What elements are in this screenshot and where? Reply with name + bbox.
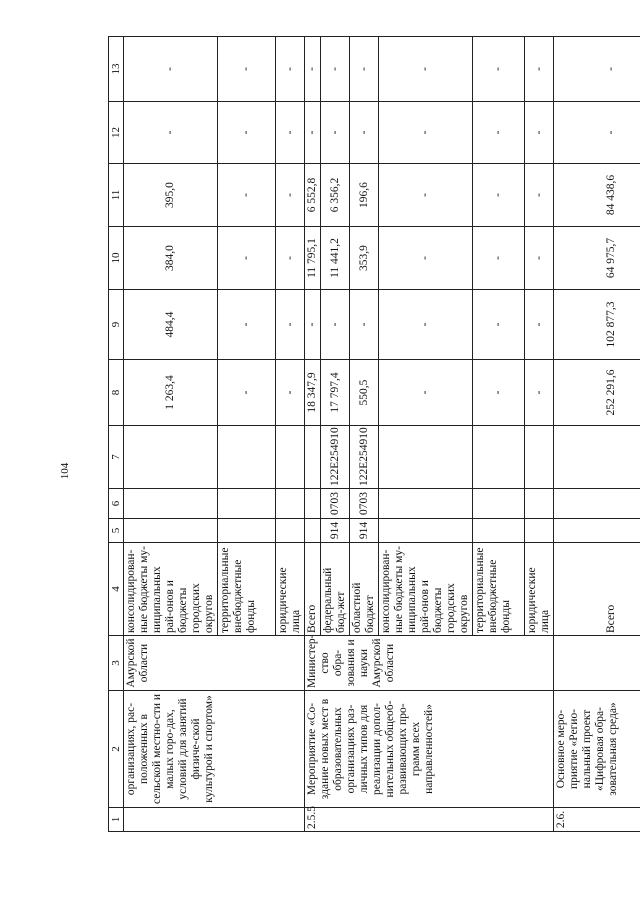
col-header: 7 <box>109 426 124 489</box>
row-id: 2.6. <box>554 808 640 832</box>
value-c7 <box>218 426 276 489</box>
value-c13: - <box>525 37 554 102</box>
value-c12: - <box>321 102 350 164</box>
value-c11: 196,6 <box>350 164 379 227</box>
activity-name: Мероприятие «Со-здание новых мест в образовательных организациях раз-личных типов для реализации допол-нительных общеоб-развивающих про-грамм всех направленностей» <box>305 691 554 808</box>
value-c5: 914 <box>350 519 379 543</box>
value-c11: 395,0 <box>124 164 218 227</box>
value-c8: 550,5 <box>350 360 379 426</box>
value-c13: - <box>218 37 276 102</box>
funding-source: федеральный бюд-жет <box>321 543 350 636</box>
value-c10: 384,0 <box>124 227 218 290</box>
value-c13: - <box>473 37 525 102</box>
value-c8: 252 291,6 <box>554 360 640 426</box>
value-c10: 353,9 <box>350 227 379 290</box>
col-header: 6 <box>109 489 124 519</box>
col-header: 10 <box>109 227 124 290</box>
budget-table <box>108 36 640 832</box>
value-c7 <box>305 426 321 489</box>
value-c7 <box>379 426 473 489</box>
value-c10: - <box>218 227 276 290</box>
responsible-executor: Министер-ство обра-зования и науки Амурской области <box>305 636 554 691</box>
value-c6 <box>554 489 640 519</box>
col-header: 3 <box>109 636 124 691</box>
col-header: 12 <box>109 102 124 164</box>
value-c11: - <box>276 164 305 227</box>
value-c9: - <box>350 290 379 360</box>
value-c7 <box>525 426 554 489</box>
value-c8: - <box>276 360 305 426</box>
funding-source: юридические лица <box>276 543 305 636</box>
value-c7 <box>124 426 218 489</box>
header-row <box>109 37 124 832</box>
value-c5 <box>218 519 276 543</box>
col-header: 5 <box>109 519 124 543</box>
value-c10: - <box>473 227 525 290</box>
value-c6: 0703 <box>321 489 350 519</box>
value-c10: - <box>525 227 554 290</box>
value-c6 <box>276 489 305 519</box>
value-c12: - <box>218 102 276 164</box>
value-c13: - <box>305 37 321 102</box>
value-c5: 914 <box>321 519 350 543</box>
value-c7 <box>276 426 305 489</box>
value-c13: - <box>321 37 350 102</box>
col-header: 4 <box>109 543 124 636</box>
value-c8: 1 263,4 <box>124 360 218 426</box>
value-c9: - <box>379 290 473 360</box>
funding-source: консолидирован-ные бюджеты му-ниципальных рай-онов и бюджеты городских округов <box>124 543 218 636</box>
row-id <box>124 808 305 832</box>
value-c12: - <box>525 102 554 164</box>
value-c8: - <box>525 360 554 426</box>
col-header: 1 <box>109 808 124 832</box>
value-c12: - <box>473 102 525 164</box>
value-c7: 122E254910 <box>350 426 379 489</box>
value-c6 <box>305 489 321 519</box>
funding-source: территориальные внебюджетные фонды <box>473 543 525 636</box>
value-c6: 0703 <box>350 489 379 519</box>
value-c5 <box>124 519 218 543</box>
value-c12: - <box>379 102 473 164</box>
value-c7 <box>473 426 525 489</box>
value-c12: - <box>124 102 218 164</box>
table-row <box>554 37 640 832</box>
value-c12: - <box>554 102 640 164</box>
table-row <box>124 37 218 832</box>
funding-source: областной бюджет <box>350 543 379 636</box>
responsible-executor <box>554 636 640 691</box>
page-number: 104 <box>59 462 71 480</box>
funding-source: консолидирован-ные бюджеты му-ниципальных рай-онов и бюджеты городских округов <box>379 543 473 636</box>
table-body <box>124 37 640 832</box>
value-c6 <box>218 489 276 519</box>
value-c12: - <box>350 102 379 164</box>
value-c6 <box>525 489 554 519</box>
col-header: 2 <box>109 691 124 808</box>
activity-name: Основное меро-приятие «Регио-нальный проект «Цифровая обра-зовательная среда» <box>554 691 640 808</box>
row-id: 2.5.5 <box>305 808 554 832</box>
value-c10: 11 795,1 <box>305 227 321 290</box>
value-c7: 122E254910 <box>321 426 350 489</box>
value-c10: - <box>276 227 305 290</box>
value-c9: - <box>473 290 525 360</box>
col-header: 9 <box>109 290 124 360</box>
value-c6 <box>473 489 525 519</box>
value-c10: 64 975,7 <box>554 227 640 290</box>
funding-source: юридические лица <box>525 543 554 636</box>
value-c5 <box>473 519 525 543</box>
value-c9: - <box>321 290 350 360</box>
value-c13: - <box>350 37 379 102</box>
value-c9: - <box>305 290 321 360</box>
value-c5 <box>305 519 321 543</box>
value-c9: - <box>218 290 276 360</box>
col-header: 8 <box>109 360 124 426</box>
value-c8: 17 797,4 <box>321 360 350 426</box>
col-header: 11 <box>109 164 124 227</box>
value-c12: - <box>305 102 321 164</box>
value-c10: 11 441,2 <box>321 227 350 290</box>
value-c11: 84 438,6 <box>554 164 640 227</box>
funding-source: Всего <box>305 543 321 636</box>
value-c12: - <box>276 102 305 164</box>
value-c11: 6 552,8 <box>305 164 321 227</box>
value-c13: - <box>124 37 218 102</box>
value-c11: - <box>379 164 473 227</box>
value-c5 <box>554 519 640 543</box>
value-c13: - <box>276 37 305 102</box>
value-c8: 18 347,9 <box>305 360 321 426</box>
value-c8: - <box>473 360 525 426</box>
value-c10: - <box>379 227 473 290</box>
value-c11: - <box>218 164 276 227</box>
value-c5 <box>525 519 554 543</box>
value-c13: - <box>554 37 640 102</box>
value-c8: - <box>379 360 473 426</box>
value-c9: - <box>276 290 305 360</box>
value-c9: 102 877,3 <box>554 290 640 360</box>
responsible-executor: Амурской области <box>124 636 305 691</box>
value-c5 <box>379 519 473 543</box>
activity-name: организациях, рас-положенных в сельской местно-сти и малых горо-дах, условий для занятий физиче-ской культурой и спортом» <box>124 691 305 808</box>
value-c7 <box>554 426 640 489</box>
value-c13: - <box>379 37 473 102</box>
funding-source: территориальные внебюджетные фонды <box>218 543 276 636</box>
rotated-table-wrapper <box>108 37 619 832</box>
value-c6 <box>379 489 473 519</box>
value-c5 <box>276 519 305 543</box>
value-c6 <box>124 489 218 519</box>
value-c11: - <box>473 164 525 227</box>
value-c8: - <box>218 360 276 426</box>
value-c11: - <box>525 164 554 227</box>
value-c9: 484,4 <box>124 290 218 360</box>
col-header: 13 <box>109 37 124 102</box>
value-c9: - <box>525 290 554 360</box>
value-c11: 6 356,2 <box>321 164 350 227</box>
funding-source: Всего <box>554 543 640 636</box>
table-row <box>305 37 321 832</box>
